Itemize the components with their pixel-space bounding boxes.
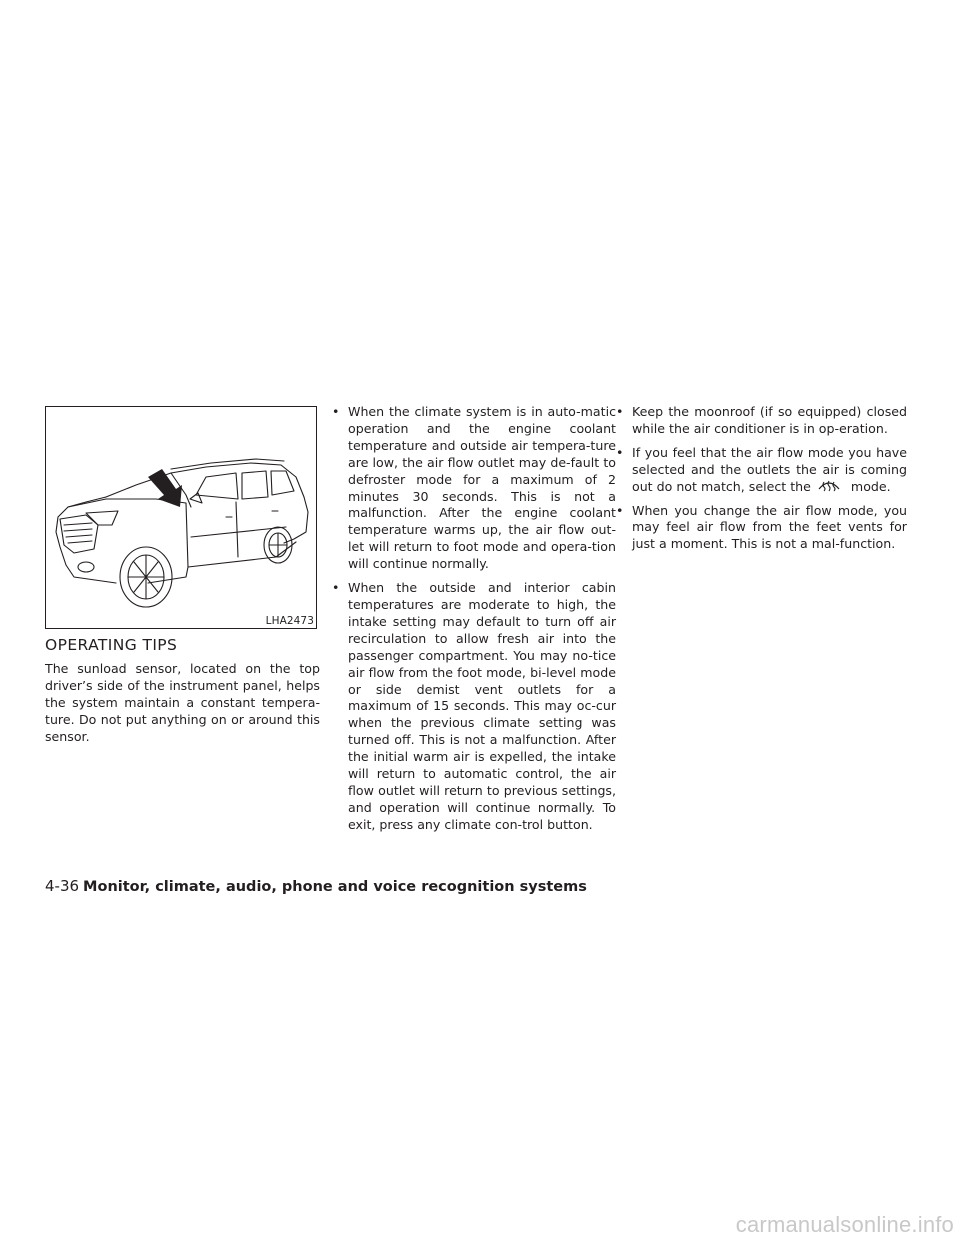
tip-text: When the outside and interior cabin temperatures are moderate to high, the intake setting may default to turn off air recirculation to allow fresh air into the passenger compartment. You may no-tice air flow from the foot mode, bi-level mode or side demist vent outlets for a maximum of 15 seconds. This may oc-cur when the previous climate setting was turned off. This is not a malfunction. After the initial warm air is expelled, the intake will return to automatic control, the air flow outlet will return to previous settings, and operation will continue normally. To exit, press any climate con-trol button. bbox=[348, 580, 616, 832]
vehicle-illustration-icon bbox=[46, 407, 316, 628]
watermark: carmanualsonline.info bbox=[735, 1212, 954, 1237]
bullet-icon: • bbox=[332, 580, 340, 596]
page-number: 4-36 bbox=[45, 877, 80, 895]
list-item bbox=[329, 404, 616, 573]
intro-paragraph: The sunload sensor, located on the top driver’s side of the instrument panel, helps the system maintain a constant tempera-ture. Do not put anything on or around this sensor. bbox=[45, 661, 320, 744]
bullet-icon: • bbox=[616, 502, 624, 518]
tips-column-middle bbox=[329, 404, 616, 841]
tips-column-right bbox=[613, 404, 907, 560]
tip-text-suffix: mode. bbox=[850, 478, 891, 494]
list-item bbox=[613, 445, 907, 496]
tip-text: If you feel that the air flow mode you have selected and the outlets the air is coming out do not match, select the bbox=[632, 444, 907, 494]
section-title: Monitor, climate, audio, phone and voice recognition systems bbox=[83, 879, 587, 895]
tip-text: When the climate system is in auto-matic operation and the engine coolant temperature and outside air tempera-ture are low, the air flow outlet may de-fault to defroster mode for a maximum of 2 minutes 30 seconds. This is not a malfunction. After the engine coolant temperature warms up, the air flow out-let will return to foot mode and opera-tion will continue normally. bbox=[348, 404, 616, 572]
bullet-icon: • bbox=[616, 404, 624, 419]
tip-text: When you change the air flow mode, you may feel air flow from the feet vents for just a moment. This is not a mal-function. bbox=[632, 502, 907, 552]
page-footer bbox=[45, 877, 587, 895]
figure-label: LHA2473 bbox=[265, 615, 314, 627]
section-heading: OPERATING TIPS bbox=[45, 636, 178, 654]
vehicle-illustration-figure bbox=[45, 406, 317, 629]
list-item bbox=[329, 580, 616, 834]
bullet-icon: • bbox=[616, 444, 624, 460]
tip-text: Keep the moonroof (if so equipped) closed while the air conditioner is in op-eration. bbox=[632, 404, 907, 436]
defroster-icon bbox=[817, 479, 841, 492]
sensor-arrow-icon bbox=[148, 469, 182, 507]
list-item bbox=[613, 404, 907, 438]
bullet-icon: • bbox=[332, 404, 340, 419]
list-item bbox=[613, 503, 907, 554]
